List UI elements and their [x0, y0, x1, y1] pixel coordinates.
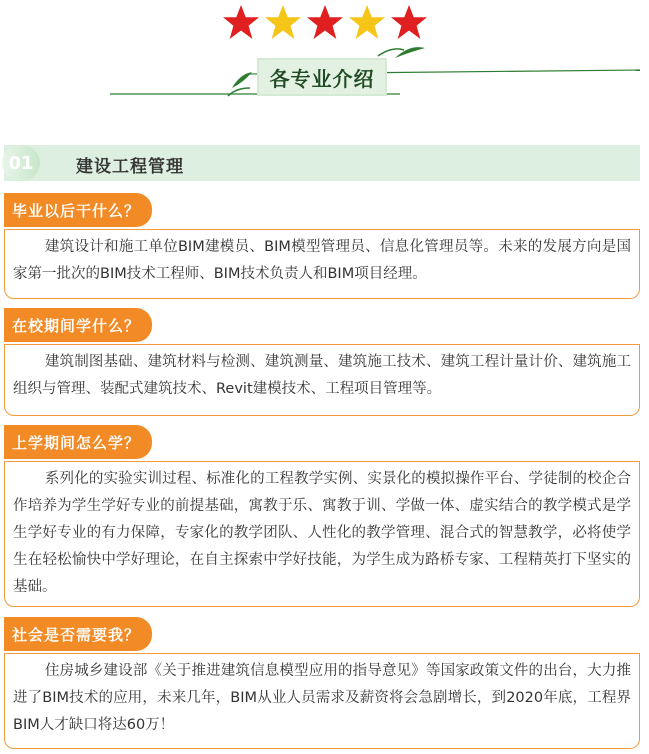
question-tag: 社会是否需要我？	[4, 617, 152, 651]
star-icon	[390, 4, 428, 40]
star-icon	[348, 4, 386, 40]
major-header	[4, 145, 640, 181]
qa-section-learning	[4, 425, 640, 607]
star-icon	[222, 4, 260, 40]
question-tag: 毕业以后干什么？	[4, 193, 152, 227]
page-title: 各专业介绍	[269, 66, 375, 91]
answer-box	[4, 344, 640, 416]
answer-text: 建筑制图基础、建筑材料与检测、建筑测量、建筑施工技术、建筑工程计量计价、建筑施工组织与管理、装配式建筑技术、Revit建模技术、工程项目管理等。	[13, 354, 631, 397]
rating-stars	[0, 4, 649, 44]
answer-text: 住房城乡建设部《关于推进建筑信息模型应用的指导意见》等国家政策文件的出台，大力推进了BIM技术的应用，未来几年，BIM从业人员需求及薪资将会急剧增长，到2020年底，工程界BIM人才缺口将达60万！	[13, 663, 631, 733]
answer-text: 建筑设计和施工单位BIM建模员、BIM模型管理员、信息化管理员等。未来的发展方向是国家第一批次的BIM技术工程师、BIM技术负责人和BIM项目经理。	[13, 239, 631, 282]
answer-text: 系列化的实验实训过程、标准化的工程教学实例、实景化的模拟操作平台、学徒制的校企合作培养为学生学好专业的前提基础，寓教于乐、寓教于训、学做一体、虚实结合的教学模式是学生学好专业的有力保障，专家化的教学团队、人性化的教学管理、混合式的智慧教学，必将使学生在轻松愉快中学好理论，在自主探索中学好技能，为学生成为路桥专家、工程精英打下坚实的基础。	[13, 471, 631, 595]
answer-box	[4, 461, 640, 607]
qa-section-graduation	[4, 193, 640, 299]
star-icon	[306, 4, 344, 40]
title-banner	[0, 44, 649, 104]
qa-section-demand	[4, 617, 640, 749]
major-title: 建设工程管理	[76, 157, 184, 177]
major-number-badge: 01	[2, 145, 40, 181]
banner-title-box	[257, 58, 387, 96]
question-tag: 上学期间怎么学？	[4, 425, 152, 459]
answer-box	[4, 229, 640, 299]
qa-section-courses	[4, 308, 640, 416]
answer-box	[4, 653, 640, 749]
question-tag: 在校期间学什么？	[4, 308, 152, 342]
star-icon	[264, 4, 302, 40]
